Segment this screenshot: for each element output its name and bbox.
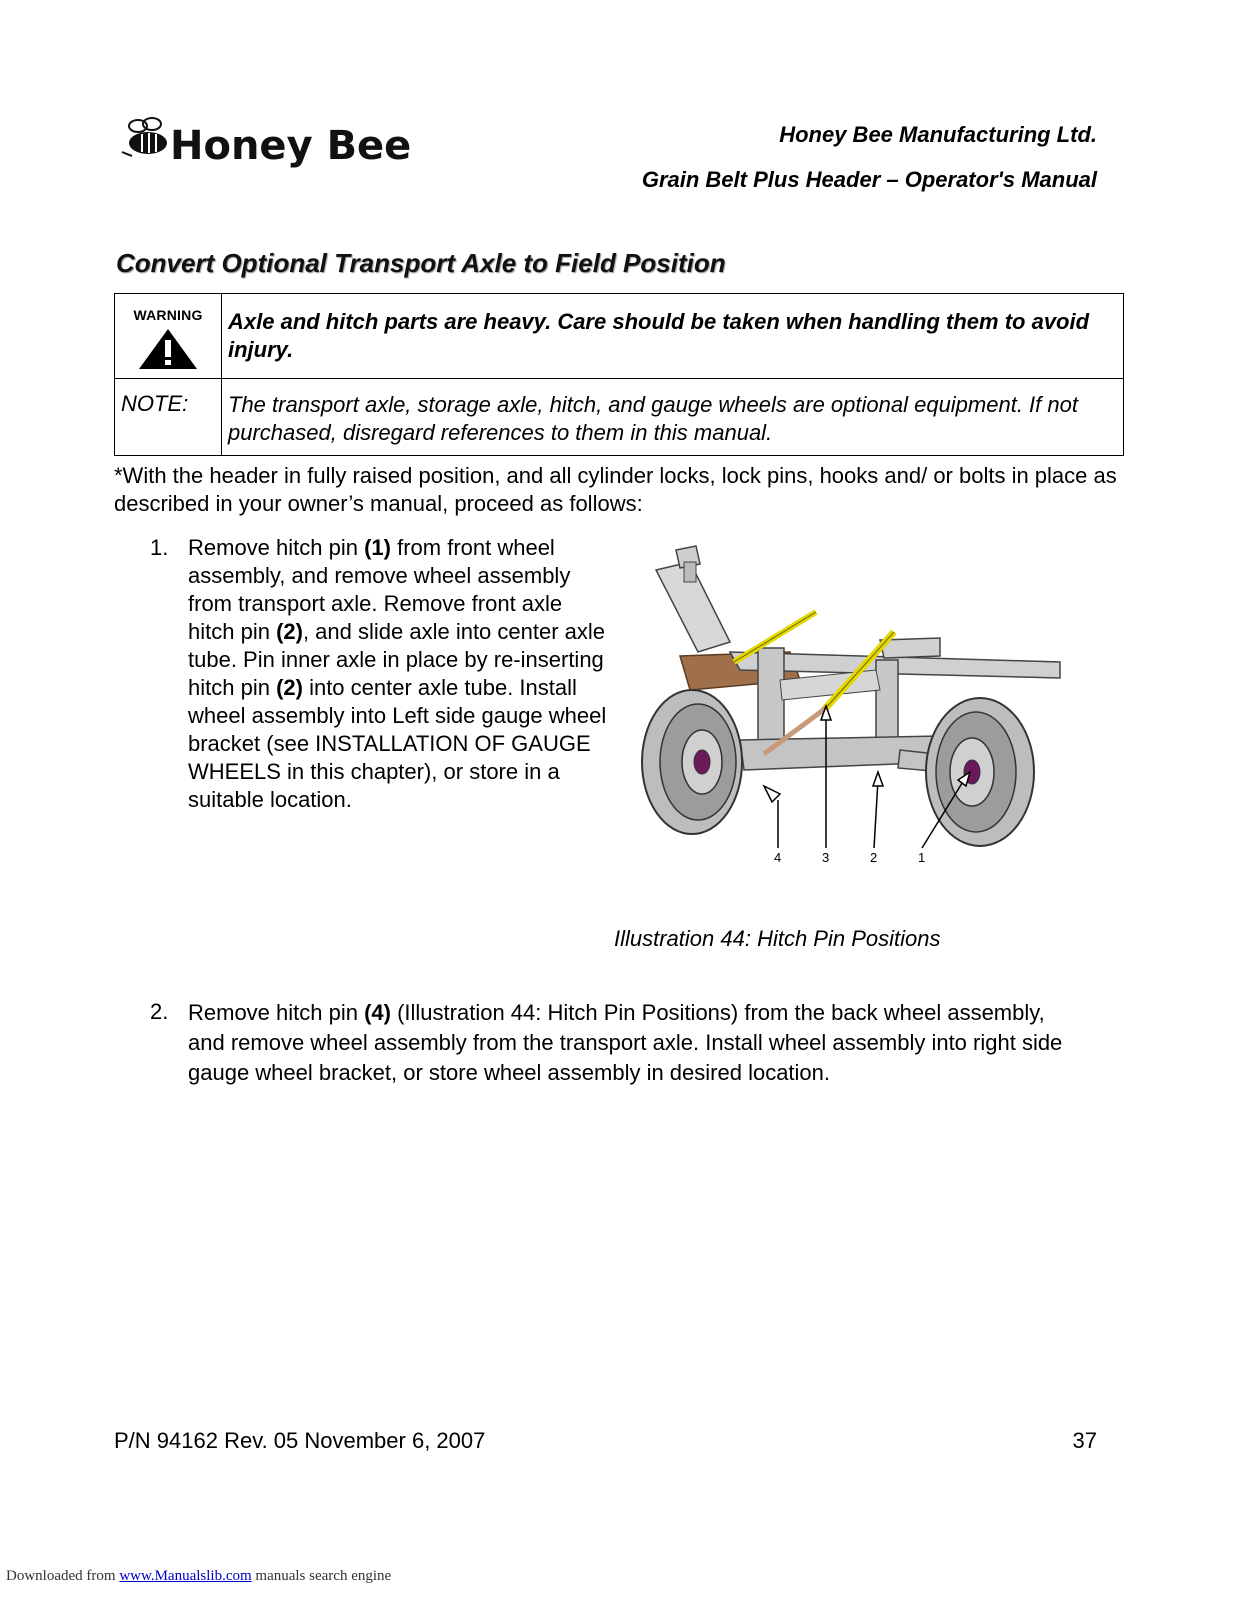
part-number: P/N 94162 Rev. 05 November 6, 2007 [114,1428,486,1453]
warning-note-table [114,293,1124,456]
note-label: NOTE: [115,379,222,456]
figure-caption: Illustration 44: Hitch Pin Positions [614,926,941,951]
logo-text: Honey Bee [170,123,412,169]
warning-text: Axle and hitch parts are heavy. Care should be taken when handling them to avoid injury. [222,294,1124,379]
callout-1: 1 [918,850,926,865]
header-company: Honey Bee Manufacturing Ltd. [779,122,1097,147]
callout-2: 2 [870,850,878,865]
intro-paragraph: *With the header in fully raised position, and all cylinder locks, lock pins, hooks and/ or bolts in place as described in your owner’s manual, proceed as follows: [114,463,1117,516]
manualslib-link[interactable]: www.Manualslib.com [119,1568,252,1584]
note-text: The transport axle, storage axle, hitch, and gauge wheels are optional equipment. If not purchased, disregard references to them in this manual. [222,379,1124,456]
download-notice: Downloaded from www.Manualslib.com manuals search engine [6,1568,392,1584]
page-number: 37 [1072,1428,1097,1453]
warning-cell [115,294,222,379]
bee-icon [118,112,418,172]
warning-triangle-icon [137,327,199,371]
section-title: Convert Optional Transport Axle to Field Position [116,248,726,278]
warning-label: WARNING [133,307,203,323]
step-text: Remove hitch pin (1) from front wheel assembly, and remove wheel assembly from transport axle. Remove front axle hitch pin (2), and slide axle into center axle tube. Pin inner axle in place by re-inserting hitch pin (2) into center axle tube. Install wheel assembly into Left side gauge wheel bracket (see INSTALLATION OF GAUGE WHEELS in this chapter), or store in a suitable location. [188,535,607,812]
honey-bee-logo [118,112,418,172]
callout-4: 4 [774,850,782,865]
hitch-pin-illustration [640,540,1070,875]
axle-drawing [640,540,1070,875]
step-number: 1. [150,535,169,560]
header-manual-title: Grain Belt Plus Header – Operator's Manual [641,167,1097,192]
step-number: 2. [150,999,169,1024]
callout-3: 3 [822,850,830,865]
step-text: Remove hitch pin (4) (Illustration 44: Hitch Pin Positions) from the back wheel assembly, and remove wheel assembly from the transport axle. Install wheel assembly into right side gauge wheel bracket, or store wheel assembly in desired location. [188,1000,1063,1085]
